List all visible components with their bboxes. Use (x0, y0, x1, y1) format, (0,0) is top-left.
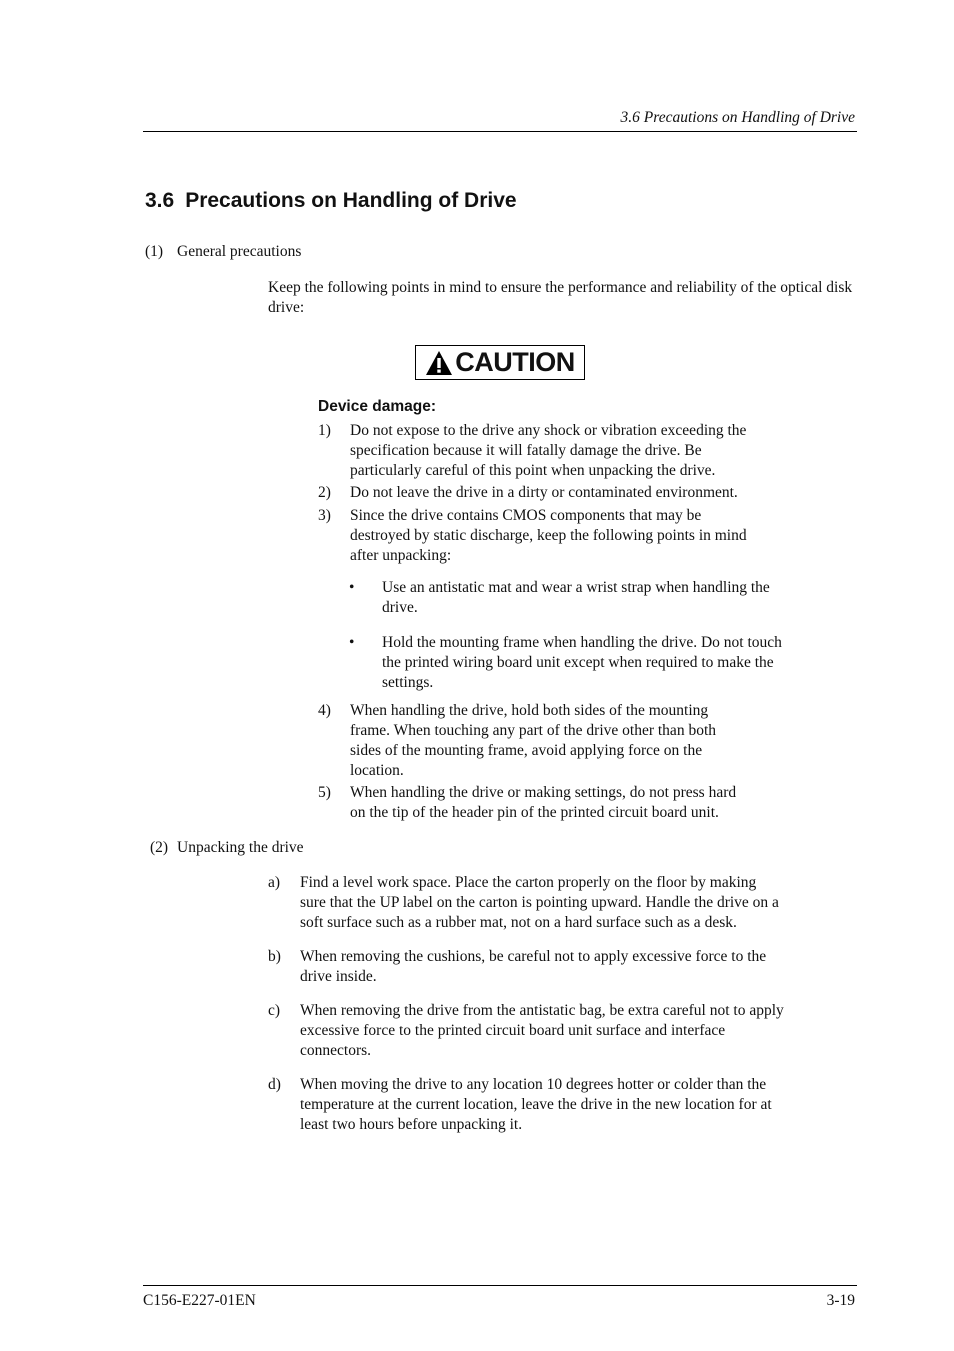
caution-item: 5) When handling the drive or making settings, do not press hard on the tip of the header pin of the printed circuit board unit. (318, 784, 737, 821)
warning-triangle-icon (425, 350, 453, 376)
caution-word: CAUTION (455, 347, 575, 377)
footer-rule (143, 1285, 857, 1286)
item-marker: b) (268, 948, 281, 965)
item-marker: 4) (318, 702, 331, 719)
caution-item: 3) Since the drive contains CMOS components that may be destroyed by static discharge, keep the following points in mind after unpacking: (318, 507, 747, 564)
item-marker: 5) (318, 784, 331, 801)
section-number: 3.6 (145, 189, 175, 212)
subheading-general-text: General precautions (177, 243, 302, 260)
bullet-item: • Hold the mounting frame when handling the drive. Do not touch the printed wiring board unit except when required to make the settings. (349, 634, 782, 691)
unpacking-item: c) When removing the drive from the antistatic bag, be extra careful not to apply excessive force to the printed circuit board unit surface and interface connectors. (268, 1002, 784, 1059)
footer-page-number: 3-19 (826, 1292, 855, 1309)
caution-bullet-list (349, 578, 849, 693)
caution-item: 4) When handling the drive, hold both sides of the mounting frame. When touching any part of the drive other than both sides of the mounting frame, avoid applying force on the location. (318, 702, 716, 779)
subheading-unpacking (150, 838, 304, 858)
subheading-unpacking-label: (2) (150, 839, 169, 856)
item-marker: c) (268, 1002, 281, 1019)
caution-item: 2) Do not leave the drive in a dirty or contaminated environment. (318, 484, 738, 501)
unpacking-item: b) When removing the cushions, be careful not to apply excessive force to the drive inside. (268, 948, 767, 985)
item-marker: d) (268, 1076, 281, 1093)
caution-banner (415, 345, 585, 380)
subheading-general-label: (1) (145, 243, 164, 260)
section-title (145, 187, 517, 215)
subheading-general (145, 242, 301, 262)
section-title-text: Precautions on Handling of Drive (185, 189, 517, 212)
item-marker: 3) (318, 507, 331, 524)
item-marker: 1) (318, 422, 331, 439)
item-marker: a) (268, 874, 281, 891)
running-header: 3.6 Precautions on Handling of Drive (620, 109, 855, 126)
subheading-unpacking-text: Unpacking the drive (177, 839, 304, 856)
caution-list-a (318, 421, 818, 566)
bullet-marker: • (349, 634, 355, 651)
device-damage-title: Device damage: (318, 398, 437, 415)
unpacking-list (268, 873, 858, 1135)
bullet-item: • Use an antistatic mat and wear a wrist strap when handling the drive. (349, 579, 770, 616)
item-marker: 2) (318, 484, 331, 501)
header-rule (143, 131, 857, 132)
caution-item: 1) Do not expose to the drive any shock or vibration exceeding the specification because it will fatally damage the drive. Be particularly careful of this point when unpacking the drive. (318, 422, 747, 479)
bullet-marker: • (349, 579, 355, 596)
unpacking-item: a) Find a level work space. Place the carton properly on the floor by making sure that the UP label on the carton is pointing upward. Handle the drive on a soft surface such as a rubber mat, not on a hard surface such as a desk. (268, 874, 779, 931)
caution-list-b (318, 701, 818, 823)
footer-doc-code: C156-E227-01EN (143, 1292, 256, 1309)
intro-paragraph: Keep the following points in mind to ensure the performance and reliability of the optical disk drive: (268, 279, 853, 316)
unpacking-item: d) When moving the drive to any location 10 degrees hotter or colder than the temperature at the current location, leave the drive in the new location for at least two hours before unpacking it. (268, 1076, 772, 1133)
